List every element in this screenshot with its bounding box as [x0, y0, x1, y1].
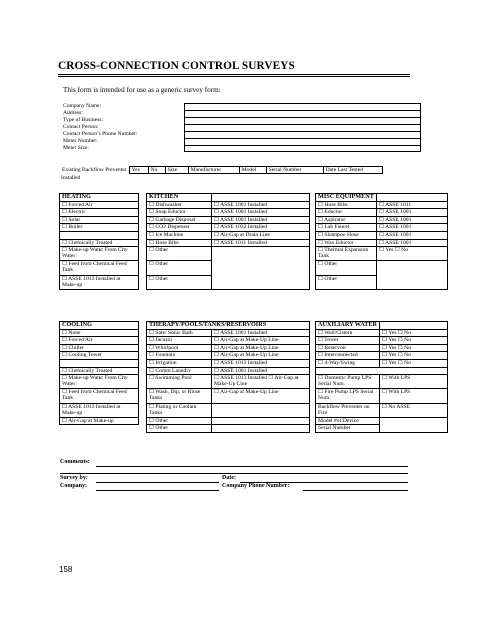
misc-equipment-section: [315, 193, 448, 290]
cooling-section: [59, 321, 139, 425]
contact-phone-label: Contact Person’s Phone Number:: [63, 130, 138, 137]
cooling-item[interactable]: ☐ ASSE 1013 Installed at Make-up: [60, 403, 139, 417]
heating-item[interactable]: ☐ Electric: [60, 209, 139, 217]
company-label: Company:: [60, 483, 88, 489]
misc-item[interactable]: ☐ Aspirator: [316, 216, 377, 224]
kitchen-section: [146, 193, 310, 290]
kitchen-item[interactable]: ☐ CO2 Dispenser: [147, 224, 212, 232]
kitchen-item[interactable]: ☐ Hose Bibs: [147, 239, 212, 247]
kitchen-item[interactable]: ☐ ASSE 1032 Installed: [212, 224, 310, 232]
auxiliary-item[interactable]: ☐ Well/Cistern: [316, 329, 380, 337]
auxiliary-item[interactable]: ☐ Interconnected: [316, 352, 380, 360]
auxiliary-item: Backflow Preventer on Fire: [316, 403, 380, 417]
company-field[interactable]: [96, 490, 219, 491]
kitchen-item[interactable]: ☐ ASSE 1001 Installed: [212, 216, 310, 224]
comments-label: Comments:: [60, 459, 90, 465]
business-type-label: Type of Business:: [63, 116, 104, 123]
cooling-item[interactable]: ☐ Chiller: [60, 344, 139, 352]
backflow-date-header: Date Last Tested: [323, 167, 382, 174]
auxiliary-item[interactable]: ☐ Yes ☐ No: [379, 359, 447, 367]
auxiliary-item[interactable]: ☐ With LPS: [379, 375, 447, 389]
misc-item[interactable]: ☐ ASSE 1001: [377, 216, 448, 224]
date-label: Date:: [222, 475, 236, 481]
auxiliary-item[interactable]: ☐ Domestic Pump LPS Serial Num.: [316, 375, 380, 389]
auxiliary-item[interactable]: ☐ Fire Pump LPS Serial Num.: [316, 389, 380, 403]
backflow-serial-header: Serial Number: [266, 167, 323, 174]
meter-number-field[interactable]: [184, 138, 421, 145]
kitchen-item[interactable]: ☐ Other: [147, 275, 212, 289]
heating-item-blank: [60, 231, 139, 239]
info-labels: [63, 103, 183, 152]
therapy-item-blank: [212, 417, 310, 425]
cooling-item[interactable]: ☐ Chemically Treated: [60, 367, 139, 375]
therapy-item[interactable]: ☐ Air-Gap at Make-Up Line: [212, 352, 310, 360]
kitchen-item[interactable]: ☐ ASSE 1011 Installed: [212, 239, 310, 247]
heating-item[interactable]: ☐ Boiler: [60, 224, 139, 232]
address-label: Address:: [63, 109, 83, 116]
misc-equipment-header: MISC EQUIPMENT: [316, 194, 377, 202]
cooling-item[interactable]: ☐ Cooling Tower: [60, 352, 139, 360]
auxiliary-item[interactable]: ☐ Yes ☐ No: [379, 344, 447, 352]
therapy-item[interactable]: ☐ Whirlpool: [147, 344, 212, 352]
cooling-item[interactable]: ☐ Make-up Water From City Water: [60, 375, 139, 389]
contact-phone-field[interactable]: [184, 131, 421, 138]
cooling-item[interactable]: ☐ Forced Air: [60, 337, 139, 345]
backflow-yes-header: Yes: [129, 167, 148, 174]
therapy-item[interactable]: ☐ Plating or Coolant Tanks: [147, 403, 212, 417]
misc-item[interactable]: ☐ Lab Faucet: [316, 224, 377, 232]
cooling-item[interactable]: ☐ Air-Gap at Make-up: [60, 417, 139, 425]
meter-size-label: Meter Size:: [63, 144, 89, 151]
therapy-item[interactable]: ☐ Air-Gap at Make-Up Line: [212, 337, 310, 345]
company-phone-label: Company Phone Number:: [222, 483, 290, 489]
contact-person-label: Contact Person:: [63, 123, 99, 130]
kitchen-item[interactable]: ☐ Ice Machine: [147, 231, 212, 239]
auxiliary-water-header: AUXILIARY WATER: [316, 322, 380, 330]
page-number: 158: [59, 565, 73, 574]
heating-header: HEATING: [60, 194, 139, 202]
therapy-item[interactable]: ☐ Jacuzzi: [147, 337, 212, 345]
therapy-item[interactable]: ☐ Comm Laundry: [147, 367, 212, 375]
therapy-item-blank: [212, 403, 310, 417]
misc-item[interactable]: ☐ Hose Bibs: [316, 201, 377, 209]
misc-item[interactable]: ☐ ASSE 1001: [377, 231, 448, 239]
therapy-header: THERAPY/POOLS/TANKS/RESERVOIRS: [147, 322, 310, 330]
auxiliary-item: Model #of Device: [316, 417, 380, 425]
page-title: CROSS-CONNECTION CONTROL SURVEYS: [58, 60, 295, 72]
heating-section: [59, 193, 139, 290]
cooling-item[interactable]: ☐ Feed from Chemical Feed Tank: [60, 389, 139, 403]
therapy-item-blank: [212, 425, 310, 433]
info-fields: [184, 103, 421, 152]
heating-item[interactable]: ☐ Solar: [60, 216, 139, 224]
kitchen-item[interactable]: ☐ Air-Gap at Drain Line: [212, 231, 310, 239]
auxiliary-item[interactable]: ☐ Yes ☐ No: [379, 337, 447, 345]
kitchen-item[interactable]: ☐ Other: [147, 261, 212, 275]
misc-item[interactable]: ☐ Thermal Expansion Tank: [316, 247, 377, 261]
therapy-item[interactable]: ☐ Air-Gap at Make-Up Line: [212, 389, 310, 403]
company-name-field[interactable]: [184, 103, 421, 110]
backflow-model-header: Model: [239, 167, 266, 174]
therapy-item[interactable]: ☐ Wash, Dip, or Rinse Tanks: [147, 389, 212, 403]
auxiliary-water-section: [315, 321, 448, 433]
heating-item[interactable]: ☐ Chemically Treated: [60, 239, 139, 247]
backflow-manufacturer-header: Manufacturer: [188, 167, 239, 174]
therapy-item[interactable]: ☐ Irrigation: [147, 359, 212, 367]
misc-item[interactable]: ☐ ASSE 1011: [377, 201, 448, 209]
therapy-item[interactable]: ☐ Sate/ Sonic Bath: [147, 329, 212, 337]
heating-item[interactable]: ☐ Forced Air: [60, 201, 139, 209]
heating-item[interactable]: ☐ ASSE 1013 Installed at Make-up: [60, 275, 139, 289]
comments-field[interactable]: [96, 466, 408, 467]
company-name-label: Company Name:: [63, 103, 102, 109]
cooling-item[interactable]: ☐ None: [60, 329, 139, 337]
backflow-label: Existing Backflow Preventer: [62, 166, 127, 173]
misc-item[interactable]: ☐ ASSE 1001: [377, 239, 448, 247]
kitchen-item[interactable]: ☐ Soap Eductor: [147, 209, 212, 217]
title-rule: [58, 74, 410, 75]
cooling-header: COOLING: [60, 322, 139, 330]
backflow-size-header: Size: [165, 167, 188, 174]
address-field[interactable]: [184, 110, 421, 117]
therapy-item[interactable]: ☐ Swimming Pool: [147, 375, 212, 389]
auxiliary-item[interactable]: ☐ No ASSE: [379, 403, 447, 417]
auxiliary-item[interactable]: ☐ Tower: [316, 337, 380, 345]
heating-item[interactable]: ☐ Feed from Chemical Feed Tank: [60, 261, 139, 275]
heating-item[interactable]: ☐ Make-up Water From City Water: [60, 247, 139, 261]
misc-item[interactable]: ☐ ASSE 1001: [377, 224, 448, 232]
misc-item[interactable]: ☐ Other: [316, 261, 377, 275]
contact-person-field[interactable]: [184, 124, 421, 131]
meter-size-field[interactable]: [184, 145, 421, 152]
misc-item[interactable]: ☐ ASSE 1001: [377, 209, 448, 217]
business-type-field[interactable]: [184, 117, 421, 124]
meter-number-label: Meter Number:: [63, 137, 98, 144]
misc-item[interactable]: ☐ Shampoo Hose: [316, 231, 377, 239]
therapy-item[interactable]: ☐ ASSE 1001 Installed: [212, 367, 310, 375]
auxiliary-item[interactable]: ☐ With LPS: [379, 389, 447, 403]
cooling-item-blank: [60, 359, 139, 367]
kitchen-item[interactable]: ☐ Garbage Disposal: [147, 216, 212, 224]
misc-item[interactable]: ☐ Yes ☐ No: [377, 247, 448, 261]
kitchen-header: KITCHEN: [147, 194, 212, 202]
survey-by-field[interactable]: [96, 482, 219, 483]
backflow-table: [60, 166, 383, 174]
kitchen-item[interactable]: ☐ Dishwasher: [147, 201, 212, 209]
kitchen-item[interactable]: ☐ ASSE 1001 Installed: [212, 209, 310, 217]
therapy-section: [146, 321, 310, 433]
backflow-no-header: No: [148, 167, 165, 174]
therapy-item[interactable]: ☐ Fountain: [147, 352, 212, 360]
kitchen-item[interactable]: ☐ ASSE 1001 Installed: [212, 201, 310, 209]
auxiliary-item: Serial Number: [316, 425, 380, 433]
therapy-item[interactable]: ☐ ASSE 1013 Installed: [212, 359, 310, 367]
intro-text: This form is intended for use as a generic survey form:: [63, 86, 221, 94]
title-rule-secondary: [58, 76, 410, 77]
auxiliary-item[interactable]: ☐ 4-Way/Swing: [316, 359, 380, 367]
kitchen-item[interactable]: ☐ Other: [147, 247, 212, 261]
therapy-item[interactable]: ☐ ASSE 1001 Installed: [212, 329, 310, 337]
backflow-installed-label: Installed: [61, 175, 81, 181]
auxiliary-item[interactable]: ☐ Yes ☐ No: [379, 352, 447, 360]
misc-item[interactable]: ☐ Wax Eductor: [316, 239, 377, 247]
therapy-item[interactable]: ☐ Air-Gap at Make-Up Line: [212, 344, 310, 352]
comments-field-line2[interactable]: [60, 473, 408, 474]
auxiliary-item[interactable]: ☐ Yes ☐ No: [379, 329, 447, 337]
misc-item[interactable]: ☐ Eductor: [316, 209, 377, 217]
therapy-item[interactable]: ☐ Other: [147, 417, 212, 425]
misc-item[interactable]: ☐ Other: [316, 275, 377, 289]
therapy-item[interactable]: ☐ ASSE 1013 Installed ☐ Air-Gap at Make-Up Line: [212, 375, 310, 389]
therapy-item[interactable]: ☐ Other: [147, 425, 212, 433]
survey-by-label: Survey by:: [60, 475, 88, 481]
auxiliary-item[interactable]: ☐ Reservoir: [316, 344, 380, 352]
company-phone-field[interactable]: [303, 490, 408, 491]
